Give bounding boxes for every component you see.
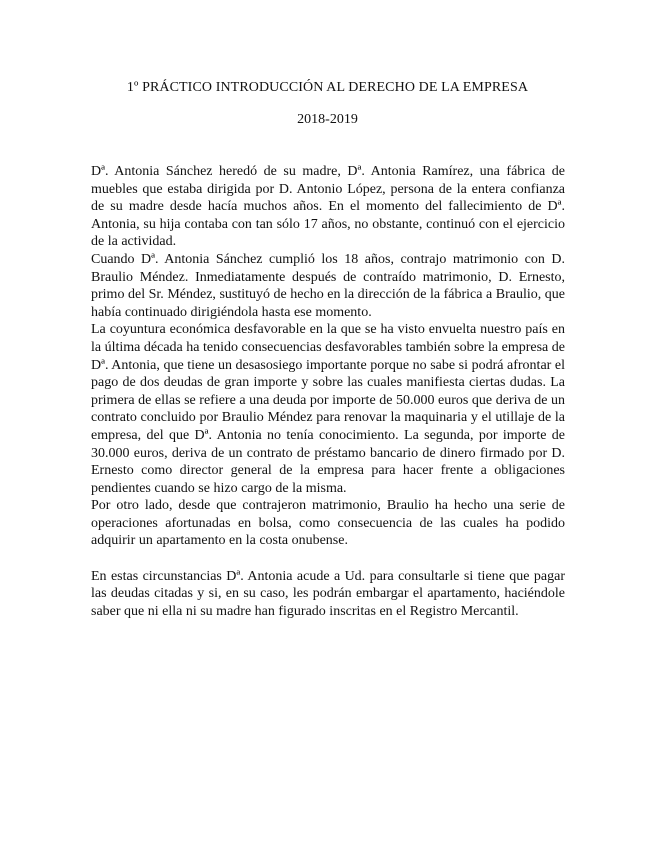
paragraph-4: Por otro lado, desde que contrajeron matrimonio, Braulio ha hecho una serie de operaciones afortunadas en bolsa, como consecuencia de las cuales ha podido adquirir un apartamento en la costa onubense. xyxy=(91,498,565,549)
document-title: 1º PRÁCTICO INTRODUCCIÓN AL DERECHO DE LA EMPRESA xyxy=(126,80,529,95)
paragraph-2: Cuando Dª. Antonia Sánchez cumplió los 18 años, contrajo matrimonio con D. Braulio Méndez. Inmediatamente después de contraído matrimonio, D. Ernesto, primo del Sr. Méndez, sustituyó de hecho en la dirección de la fábrica a Braulio, que había continuado dirigiéndola hasta ese momento. xyxy=(91,251,565,320)
paragraph-3: La coyuntura económica desfavorable en la que se ha visto envuelta nuestro país en la última década ha tenido consecuencias desfavorables también sobre la empresa de Dª. Antonia, que tiene un desasosiego importante porque no sabe si podrá afrontar el pago de dos deudas de gran importe y sobre las cuales manifiesta ciertas dudas. La primera de ellas se refiere a una deuda por importe de 50.000 euros que deriva de un contrato concluido por Braulio Méndez para renovar la maquinaria y el utillaje de la empresa, del que Dª. Antonia no tenía conocimiento. La segunda, por importe de 30.000 euros, deriva de un contrato de préstamo bancario de dinero firmado por D. Ernesto como director general de la empresa para hacer frente a obligaciones pendientes cuando se hizo cargo de la misma. xyxy=(91,322,565,496)
academic-year: 2018-2019 xyxy=(297,112,358,127)
paragraph-5: En estas circunstancias Dª. Antonia acude a Ud. para consultarle si tiene que pagar las deudas citadas y si, en su caso, les podrán embargar el apartamento, haciéndole saber que ni ella ni su madre han figurado inscritas en el Registro Mercantil. xyxy=(91,568,565,619)
paragraph-1: Dª. Antonia Sánchez heredó de su madre, Dª. Antonia Ramírez, una fábrica de muebles que estaba dirigida por D. Antonio López, persona de la entera confianza de su madre desde hacía muchos años. En el momento del fallecimiento de Dª. Antonia, su hija contaba con tan sólo 17 años, no obstante, continuó con el ejercicio de la actividad. xyxy=(91,164,565,250)
document-body xyxy=(91,163,565,620)
